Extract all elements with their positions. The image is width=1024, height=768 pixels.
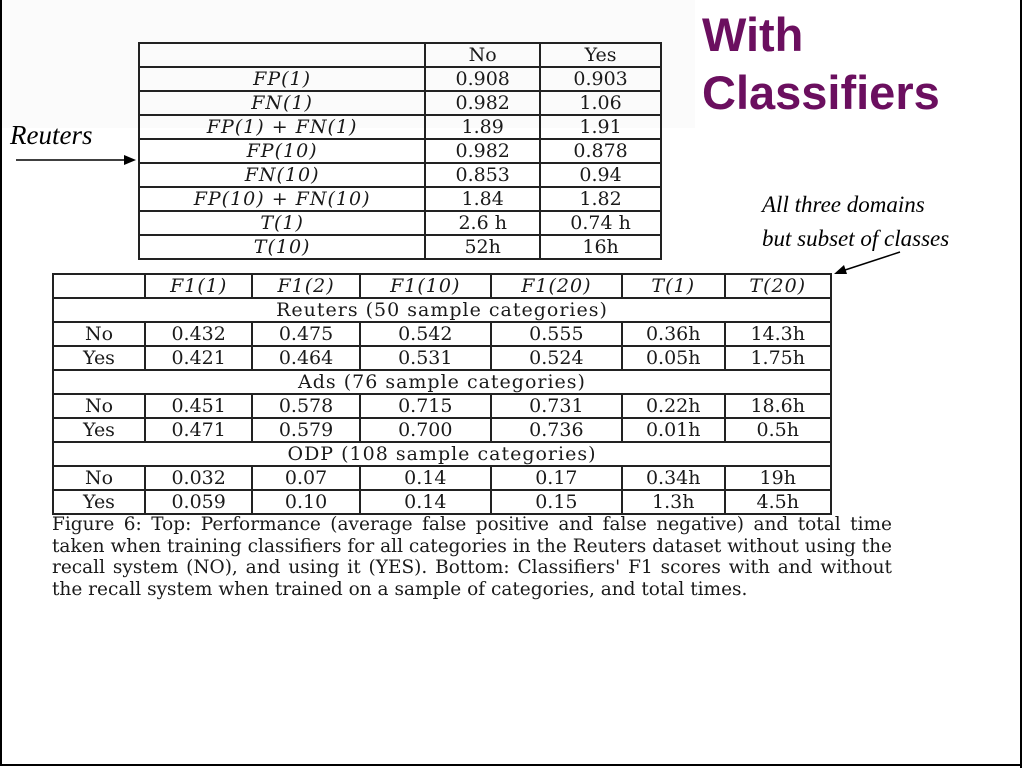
column-header: F1(2) xyxy=(252,274,359,298)
value-yes: 0.94 xyxy=(540,163,661,187)
table-row xyxy=(53,466,831,490)
metric-label: FN(1) xyxy=(139,91,425,115)
table-cell: 0.579 xyxy=(252,418,359,442)
column-header xyxy=(139,43,425,67)
table-cell: 0.01h xyxy=(622,418,725,442)
table-cell: 0.14 xyxy=(360,490,491,514)
table-cell: 0.05h xyxy=(622,346,725,370)
column-header: F1(10) xyxy=(360,274,491,298)
table-cell: 4.5h xyxy=(725,490,832,514)
table-cell: 0.059 xyxy=(145,490,252,514)
section-row xyxy=(53,370,831,394)
table-cell: 0.17 xyxy=(491,466,622,490)
metric-label: FP(1) xyxy=(139,67,425,91)
metric-label: T(10) xyxy=(139,235,425,259)
value-yes: 1.06 xyxy=(540,91,661,115)
value-no: 0.853 xyxy=(425,163,540,187)
right-divider xyxy=(1020,128,1022,768)
row-label: Yes xyxy=(53,490,145,514)
table-cell: 0.542 xyxy=(360,322,491,346)
table-cell: 0.464 xyxy=(252,346,359,370)
table-row xyxy=(139,115,661,139)
metric-label: FP(1) + FN(1) xyxy=(139,115,425,139)
value-no: 2.6 h xyxy=(425,211,540,235)
figure-caption: Figure 6: Top: Performance (average false positive and false negative) and total time taken when training classifiers for all categories in the Reuters dataset without using the recall system (NO), and using it (YES). Bottom: Classifiers' F1 scores with and without the recall system when trained on a sample of categories, and total times. xyxy=(52,514,892,600)
reuters-label: Reuters xyxy=(10,120,93,150)
row-label: Yes xyxy=(53,346,145,370)
table-cell: 0.578 xyxy=(252,394,359,418)
value-no: 52h xyxy=(425,235,540,259)
table-row xyxy=(53,490,831,514)
metric-label: FN(10) xyxy=(139,163,425,187)
reuters-performance-table xyxy=(138,42,662,260)
table-body xyxy=(139,67,661,259)
section-title: ODP (108 sample categories) xyxy=(53,442,831,466)
section-row xyxy=(53,298,831,322)
section-title: Ads (76 sample categories) xyxy=(53,370,831,394)
value-yes: 16h xyxy=(540,235,661,259)
table-cell: 0.421 xyxy=(145,346,252,370)
table-cell: 0.15 xyxy=(491,490,622,514)
table-cell: 0.451 xyxy=(145,394,252,418)
row-label: No xyxy=(53,322,145,346)
table-cell: 0.22h xyxy=(622,394,725,418)
table-row xyxy=(139,187,661,211)
value-yes: 1.91 xyxy=(540,115,661,139)
table-cell: 18.6h xyxy=(725,394,832,418)
table-row xyxy=(139,67,661,91)
value-no: 0.908 xyxy=(425,67,540,91)
note-line-2: but subset of classes xyxy=(762,226,950,251)
slide-title xyxy=(702,6,1022,122)
column-header-no: No xyxy=(425,43,540,67)
table-row xyxy=(139,235,661,259)
annotation-note xyxy=(762,188,1012,256)
table-cell: 14.3h xyxy=(725,322,832,346)
metric-label: FP(10) xyxy=(139,139,425,163)
table-cell: 1.75h xyxy=(725,346,832,370)
value-no: 1.89 xyxy=(425,115,540,139)
table-row xyxy=(139,139,661,163)
title-line-1: With xyxy=(702,8,804,61)
table-cell: 0.524 xyxy=(491,346,622,370)
table-row xyxy=(53,346,831,370)
row-label: No xyxy=(53,466,145,490)
column-header: T(1) xyxy=(622,274,725,298)
value-yes: 1.82 xyxy=(540,187,661,211)
table-cell: 0.032 xyxy=(145,466,252,490)
title-line-2: Classifiers xyxy=(702,66,940,119)
metric-label: FP(10) + FN(10) xyxy=(139,187,425,211)
table-cell: 1.3h xyxy=(622,490,725,514)
table-cell: 0.14 xyxy=(360,466,491,490)
table-cell: 0.5h xyxy=(725,418,832,442)
table-cell: 19h xyxy=(725,466,832,490)
table-row xyxy=(53,418,831,442)
value-yes: 0.74 h xyxy=(540,211,661,235)
note-line-1: All three domains xyxy=(762,192,925,217)
table-row xyxy=(139,163,661,187)
value-no: 1.84 xyxy=(425,187,540,211)
section-row xyxy=(53,442,831,466)
table-cell: 0.531 xyxy=(360,346,491,370)
table-row xyxy=(139,91,661,115)
table-header-row xyxy=(53,274,831,298)
table-cell: 0.736 xyxy=(491,418,622,442)
table-cell: 0.07 xyxy=(252,466,359,490)
table-cell: 0.715 xyxy=(360,394,491,418)
column-header: F1(1) xyxy=(145,274,252,298)
column-header: T(20) xyxy=(725,274,832,298)
table-cell: 0.471 xyxy=(145,418,252,442)
table-cell: 0.700 xyxy=(360,418,491,442)
table-row xyxy=(53,322,831,346)
column-header xyxy=(53,274,145,298)
table-cell: 0.34h xyxy=(622,466,725,490)
table-cell: 0.731 xyxy=(491,394,622,418)
value-no: 0.982 xyxy=(425,139,540,163)
value-no: 0.982 xyxy=(425,91,540,115)
table-cell: 0.10 xyxy=(252,490,359,514)
row-label: No xyxy=(53,394,145,418)
sample-categories-table xyxy=(52,273,832,515)
table-header-row xyxy=(139,43,661,67)
column-header: F1(20) xyxy=(491,274,622,298)
table-cell: 0.475 xyxy=(252,322,359,346)
row-label: Yes xyxy=(53,418,145,442)
table-cell: 0.432 xyxy=(145,322,252,346)
metric-label: T(1) xyxy=(139,211,425,235)
table-cell: 0.36h xyxy=(622,322,725,346)
table-body xyxy=(53,298,831,514)
value-yes: 0.878 xyxy=(540,139,661,163)
value-yes: 0.903 xyxy=(540,67,661,91)
section-title: Reuters (50 sample categories) xyxy=(53,298,831,322)
left-arrow-icon xyxy=(832,250,902,276)
table-row xyxy=(53,394,831,418)
right-arrow-icon xyxy=(16,152,136,168)
column-header-yes: Yes xyxy=(540,43,661,67)
table-row xyxy=(139,211,661,235)
table-cell: 0.555 xyxy=(491,322,622,346)
